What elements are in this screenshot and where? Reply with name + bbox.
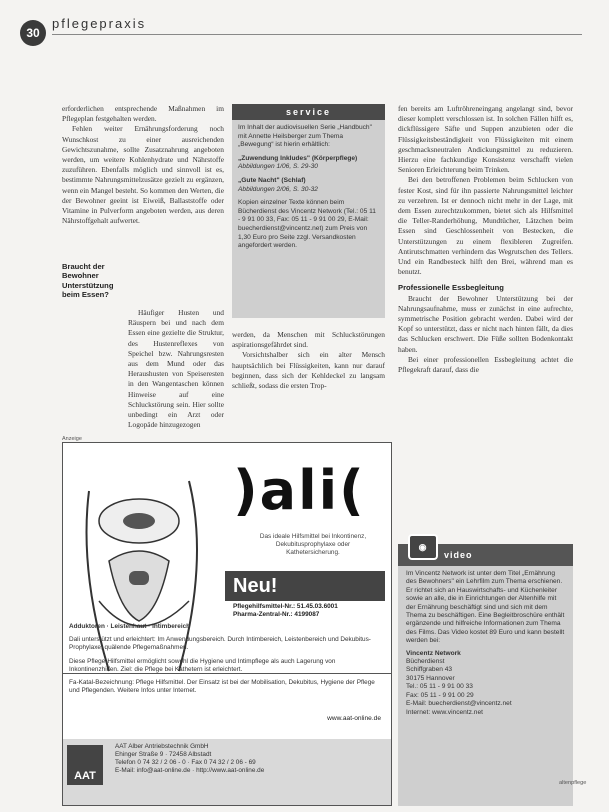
video-contact: Vincentz Network Bücherdienst Schiffgraben 43 30175 Hannover Tel.: 05 11 - 9 91 00 33 Fax: 05 11 - 9 91 00 29 E-Mail: buecherdienst@vincentz.net Internet: www.vincentz.net [406,649,512,716]
article-column-1 [62,104,224,226]
paragraph: fen bereits am Luftröhreneingang angelangt sind, bevor dieser komplett verschlossen ist. In solchen Fällen hilft es, dickflüssigere Säfte und Suppen anzubieten oder die Flüssigkeitsbeständigkeit von Flüssigkeiten mit einem geschmacksneutralen Andickungsmittel zu reduzieren. Hierzu eine fachkundige Konsistenz verschafft vielen Senioren Erleichterung beim Trinken. [398,104,573,175]
paragraph: werden, da Menschen mit Schluckstörungen aspirationsgefährdet sind. [232,330,385,350]
video-box [398,541,573,806]
ad-paragraph: Dali unterstützt und erleichtert: Im Anwendungsbereich. Durch Intimbereich, Leistenbereich und Dekubitus-Prophylaxe, quälende Pflegemaßnahmen. [69,636,371,652]
paragraph: erforderlichen entsprechende Maßnahmen im Pflegeplan festgehalten werden. [62,104,224,124]
ad-label: Anzeige [62,436,82,442]
ad-indications: Adduktoren · Leistenhaut · Intimbereich [69,623,191,630]
ad-paragraph: Fa-Katal-Bezeichnung: Pflege Hilfsmittel. Der Einsatz ist bei der Mobilisation, Dekubitus, Hygiene der Pflege und Pflegenden. Weitere Infos unter Internet. [69,679,375,695]
paragraph: Bei den betroffenen Problemen beim Schlucken von fester Kost, sind für ihn passierte Nahrungsmittel leichter zu verzehren. Ist er dennoch nicht mehr in der Lage, mit dem Essen zurechtzukommen, bietet sich als Hilfsmittel die Teller-Randerhöhung, Mundtücher, Lätzchen beim Essen sind Geschlossenheit von Bestecken, die Unterstützungen zu einem flexibleren Zugreifen. Antirutschmatten verhindern das Wegrutschen des Tellers. Und ein Randbesteck hilft den Brei, während man es benutzt. [398,175,573,277]
video-intro: Im Vincentz Network ist unter dem Titel „Ernährung des Bewohners" ein Lehrfilm zum Thema erschienen. Er richtet sich an Hauswirtschafts- und Küchenleiter sowie an alle, die in Einrichtungen der Altenhilfe mit der Ernährung beschäftigt sind und sich mit dem Thema zu beschäftigen. Eine Begleitbroschüre enthält ergänzende und hilfreiche Informationen zum Thema des Films. Das Video kostet 89 Euro und kann bestellt werden bei: [406,570,565,645]
article-column-2 [232,330,385,391]
company-strip [63,739,391,805]
page-number: 30 [20,20,46,46]
paragraph: Bei einer professionellen Essbegleitung achtet die Pflegekraft darauf, dass die [398,354,573,375]
new-badge: Neu! [225,571,385,601]
section-heading: Professionelle Essbegleitung [398,283,504,293]
service-item-title: „Zuwendung Inkludes" (Körperpflege) [238,154,358,162]
ad-paragraph: Diese Pflege-Hilfsmittel ermöglicht sowohl die Hygiene und Intimpflege als auch Lagerung von Inkontinenzhilfen. Ziel: die Pflege bei Kathetern ist erleichtert. [69,657,336,673]
paragraph: Braucht der Bewohner Unterstützung bei der Nahrungsaufnahme, muss er zunächst in eine aufrechte, symmetrische Position gebracht werden. Dabei wird der Kopf so unterstützt, dass er nicht nach hinten fällt, da dies das Schlucken erschwert. Die Füße sollten Bodenkontakt haben. [398,293,573,354]
service-item-ref: Abbildungen 1/06, S. 29-30 [238,163,318,171]
product-brand: )ali( [233,459,366,522]
header-divider [52,34,582,35]
section-title: pflegepraxis [52,16,147,31]
article-column-1-narrow [128,308,224,430]
service-item-ref: Abbildungen 2/06, S. 30-32 [238,185,318,193]
article-column-3 [398,104,573,375]
video-camera-icon: ◉ [408,534,438,560]
service-heading: service [232,104,385,120]
company-logo: AAT [67,745,103,785]
company-address: AAT Alber Antriebstechnik GmbH Ehinger Straße 9 · 72458 Albstadt Telefon 0 74 32 / 2 06 - 0 · Fax 0 74 32 / 2 06 - 69 E-Mail: info@aat-online.de · http://www.aat-online.de [115,743,265,774]
magazine-logo: altenpflege [559,780,587,786]
product-tagline: Das ideale Hilfsmittel bei Inkontinenz, Dekubitusprophylaxe oder Kathetersicherung. [259,533,367,556]
ad-url: www.aat-online.de [327,715,381,722]
advertisement [62,442,392,806]
service-box [232,104,385,318]
product-numbers: Pflegehilfsmittel-Nr.: 51.45.03.6001 Pharma-Zentral-Nr.: 4199087 [233,603,338,618]
service-intro: Im Inhalt der audiovisuellen Serie „Handbuch" mit Annette Heilsberger zum Thema „Bewegung“ ist hierin erhältlich: [238,124,372,149]
service-order-info: Kopien einzelner Texte können beim Bücherdienst des Vincentz Network (Tel.: 05 11 - 9 91 00 33, Fax: 05 11 - 9 91 00 29, E-Mail: buecherdienst@vincentz.net) zum Preis von 1,30 Euro pro Seite zzgl. Versandkosten angefordert werden. [238,199,376,250]
pull-question: Braucht der Bewohner Unterstützung beim Essen? [62,262,114,300]
ad-body [69,623,385,700]
paragraph: Vorsichtshalber sich ein alter Mensch hauptsächlich bei Flüssigkeiten, kann nur darauf beginnen, dass sich der Kehldeckel zu langsam schließt, sodass die ersten Trop- [232,350,385,391]
paragraph: Fehlen weiter Ernährungsforderung noch Wunschkost zu einer ausreichenden Gewichtszunahme, sollte Zusatznahrung angeboten werden, um weitere Kohlenhydrate und Nährstoffe zuzuführen. Ebenfalls möglich und sinnvoll ist es, bestimmte Nahrungsmittelzusätze gezielt zu ergänzen, wenn ein Mangel besteht. So kommen den Werten, die der Bewohner geeint ist Eiweiß, Ballaststoffe oder Vitamine in Pulverform angeboten werden, aus deren Nährstoffgehalt aufwertet. [62,124,224,226]
paragraph: Häufiger Husten und Räuspern bei und nach dem Essen eine gezielte die Struktur, des Hustenreflexes von Speichel bzw. Nahrungsresten aus dem Mund oder das Heraushusten von Speiseresten in den Wangentaschen können Hinweise auf eine Schluckstörung sein. Hier sollte unbedingt ein Arzt oder Logopäde hinzugezogen [128,308,224,430]
video-heading: ◉ video [398,544,573,566]
service-item-title: „Gute Nacht" (Schlaf) [238,176,306,184]
